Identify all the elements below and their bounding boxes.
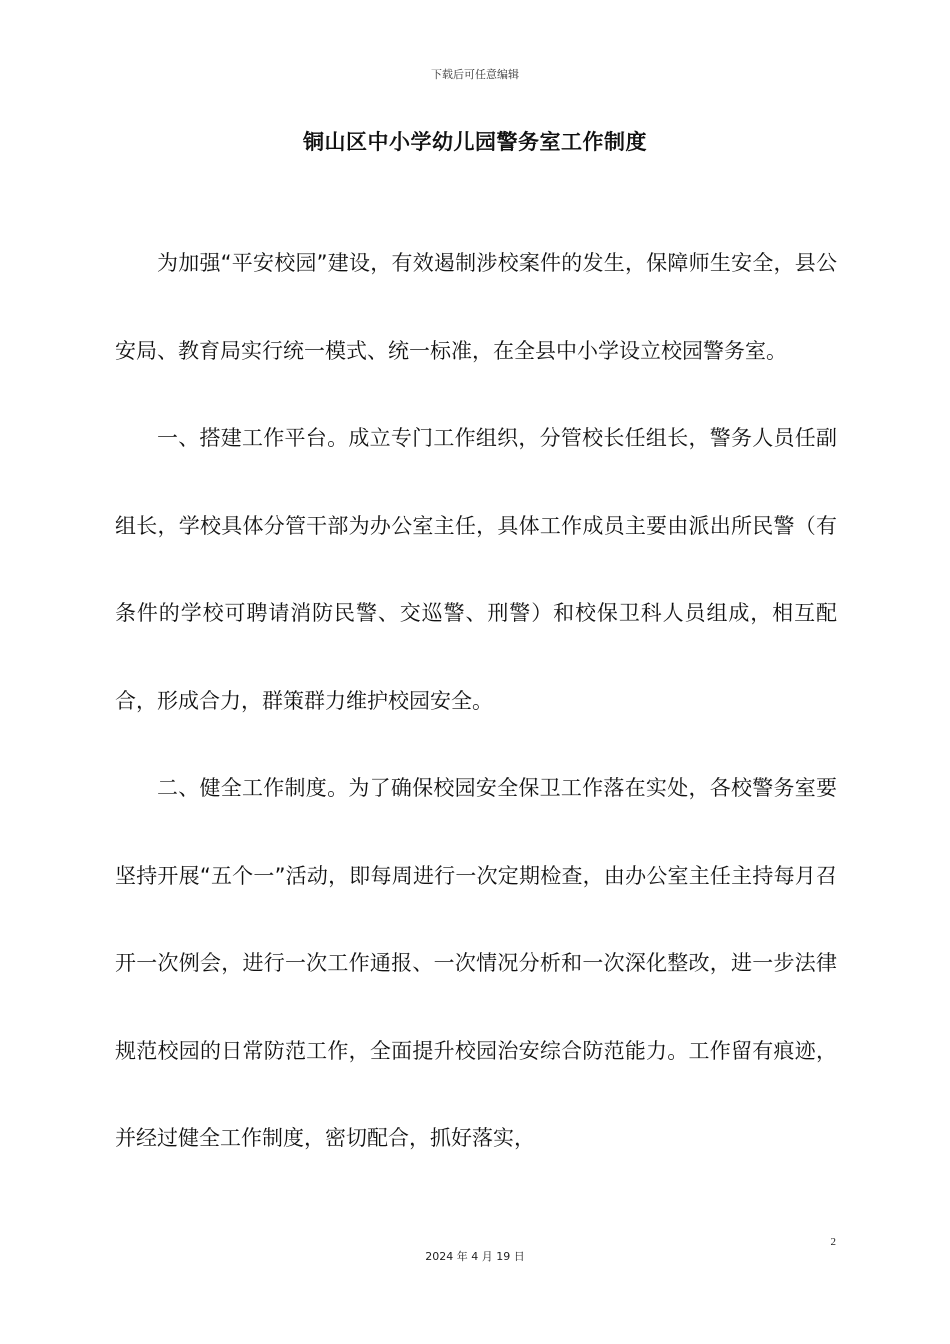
paragraph-system: 二、健全工作制度。为了确保校园安全保卫工作落在实处，各校警务室要坚持开展“五个一”活动，即每周进行一次定期检查，由办公室主任主持每月召开一次例会，进行一次工作通报、一次情况分析和一次深化整改，进一步法律规范校园的日常防范工作，全面提升校园治安综合防范能力。工作留有痕迹，并经过健全工作制度，密切配合，抓好落实， bbox=[115, 776, 837, 1150]
document-body bbox=[115, 220, 837, 1183]
paragraph-intro: 为加强“平安校园”建设，有效遏制涉校案件的发生，保障师生安全，县公安局、教育局实行统一模式、统一标准，在全县中小学设立校园警务室。 bbox=[115, 251, 837, 363]
paragraph-platform: 一、搭建工作平台。成立专门工作组织，分管校长任组长，警务人员任副组长，学校具体分管干部为办公室主任，具体工作成员主要由派出所民警（有条件的学校可聘请消防民警、交巡警、刑警）和校保卫科人员组成，相互配合，形成合力，群策群力维护校园安全。 bbox=[115, 426, 837, 713]
header-note: 下载后可任意编辑 bbox=[431, 68, 519, 81]
footer-date: 2024 年 4 月 19 日 bbox=[425, 1250, 525, 1263]
page-number: 2 bbox=[830, 1236, 836, 1248]
document-title: 铜山区中小学幼儿园警务室工作制度 bbox=[303, 130, 647, 154]
